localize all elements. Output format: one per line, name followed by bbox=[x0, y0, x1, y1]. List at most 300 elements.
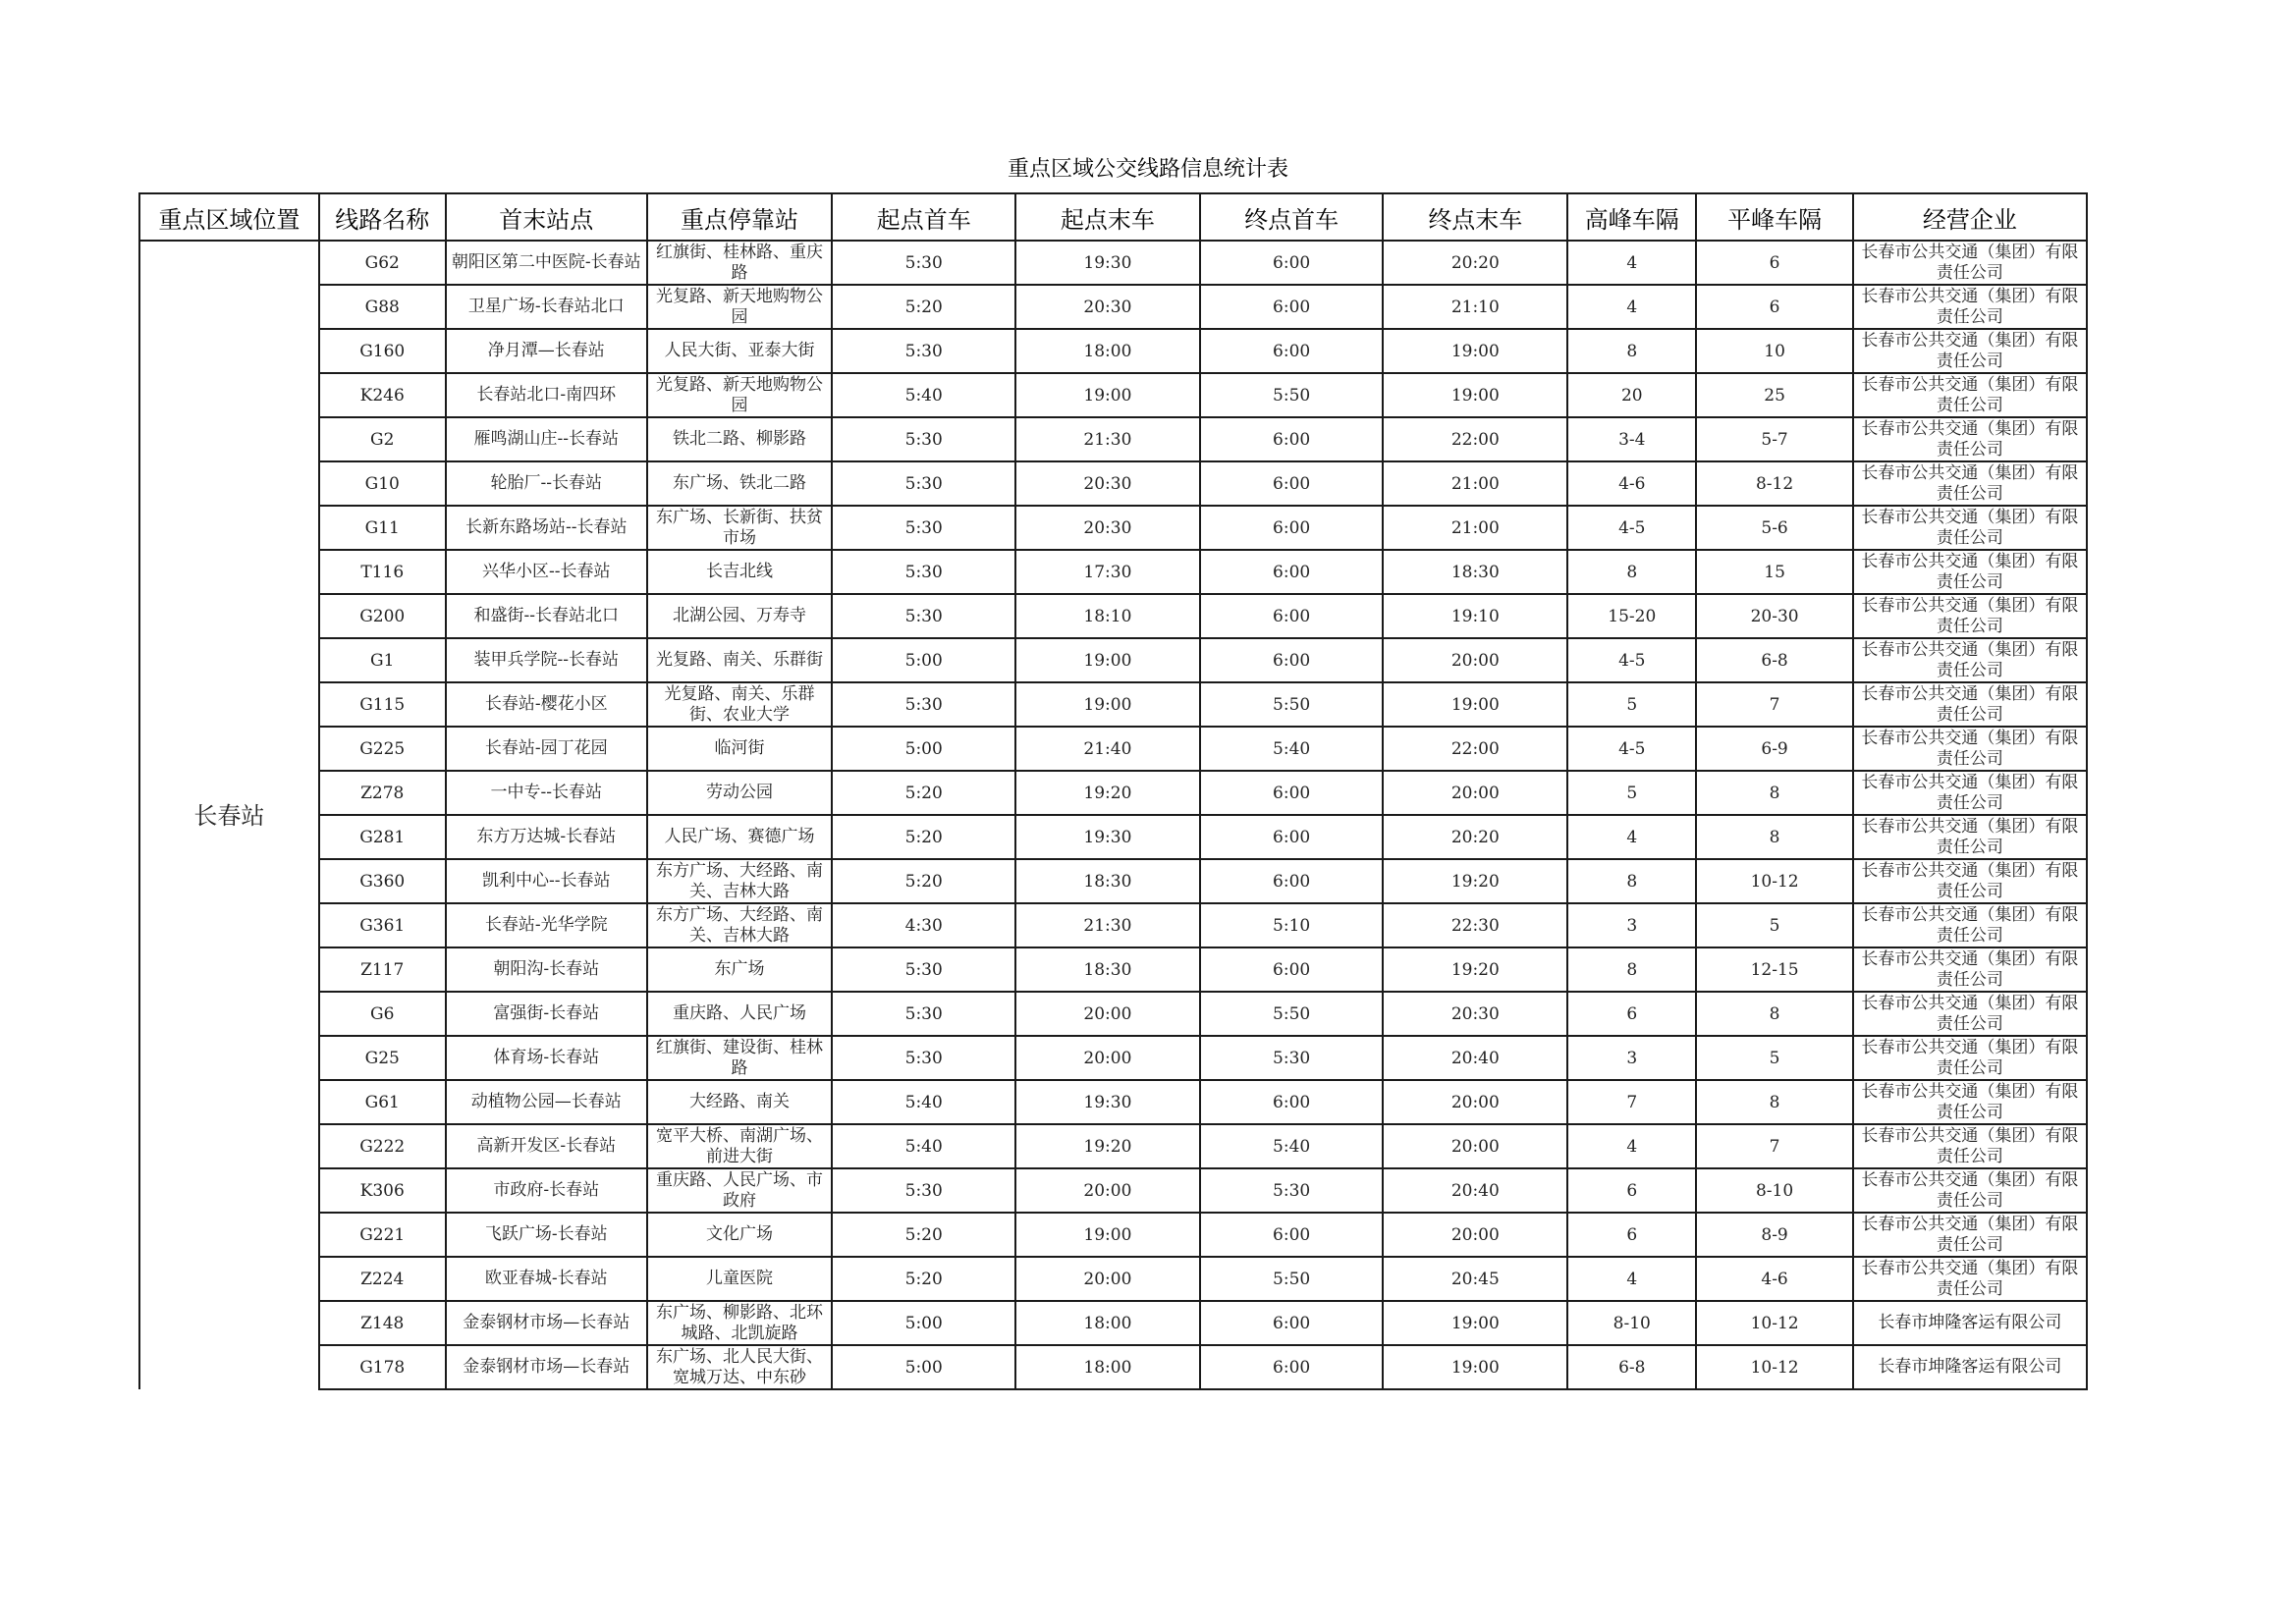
operator-company-cell: 长春市公共交通（集团）有限责任公司 bbox=[1853, 903, 2087, 947]
peak-interval-cell: 4 bbox=[1567, 1124, 1696, 1168]
terminals-cell: 东方万达城-长春站 bbox=[446, 815, 647, 859]
end-first-bus-cell: 5:40 bbox=[1200, 1124, 1384, 1168]
peak-interval-cell: 6 bbox=[1567, 1213, 1696, 1257]
line-name-cell: G88 bbox=[319, 285, 446, 329]
start-first-bus-cell: 5:30 bbox=[832, 992, 1015, 1036]
line-name-cell: G221 bbox=[319, 1213, 446, 1257]
start-first-bus-cell: 5:20 bbox=[832, 771, 1015, 815]
start-last-bus-cell: 19:00 bbox=[1015, 638, 1200, 682]
terminals-cell: 长春站-光华学院 bbox=[446, 903, 647, 947]
line-name-cell: G361 bbox=[319, 903, 446, 947]
table-row bbox=[139, 903, 2087, 947]
end-last-bus-cell: 19:00 bbox=[1383, 1345, 1567, 1389]
start-first-bus-cell: 5:20 bbox=[832, 1257, 1015, 1301]
operator-company-cell: 长春市公共交通（集团）有限责任公司 bbox=[1853, 1036, 2087, 1080]
operator-company-cell: 长春市坤隆客运有限公司 bbox=[1853, 1301, 2087, 1345]
line-name-cell: G25 bbox=[319, 1036, 446, 1080]
start-first-bus-cell: 5:00 bbox=[832, 638, 1015, 682]
operator-company-cell: 长春市公共交通（集团）有限责任公司 bbox=[1853, 638, 2087, 682]
start-last-bus-cell: 20:30 bbox=[1015, 506, 1200, 550]
line-name-cell: G115 bbox=[319, 682, 446, 727]
page-title: 重点区域公交线路信息统计表 bbox=[1007, 157, 1288, 182]
end-last-bus-cell: 21:00 bbox=[1383, 461, 1567, 506]
line-name-cell: G10 bbox=[319, 461, 446, 506]
start-last-bus-cell: 18:00 bbox=[1015, 1345, 1200, 1389]
start-last-bus-cell: 19:30 bbox=[1015, 815, 1200, 859]
line-name-cell: G6 bbox=[319, 992, 446, 1036]
key-stops-cell: 长吉北线 bbox=[647, 550, 833, 594]
line-name-cell: G1 bbox=[319, 638, 446, 682]
start-last-bus-cell: 19:20 bbox=[1015, 1124, 1200, 1168]
key-stops-cell: 光复路、南关、乐群街 bbox=[647, 638, 833, 682]
peak-interval-cell: 4 bbox=[1567, 1257, 1696, 1301]
start-first-bus-cell: 5:00 bbox=[832, 727, 1015, 771]
terminals-cell: 雁鸣湖山庄--长春站 bbox=[446, 417, 647, 461]
operator-company-cell: 长春市公共交通（集团）有限责任公司 bbox=[1853, 1257, 2087, 1301]
start-last-bus-cell: 20:00 bbox=[1015, 992, 1200, 1036]
key-stops-cell: 铁北二路、柳影路 bbox=[647, 417, 833, 461]
table-row bbox=[139, 1124, 2087, 1168]
peak-interval-cell: 6-8 bbox=[1567, 1345, 1696, 1389]
line-name-cell: Z224 bbox=[319, 1257, 446, 1301]
operator-company-cell: 长春市公共交通（集团）有限责任公司 bbox=[1853, 329, 2087, 373]
end-last-bus-cell: 20:00 bbox=[1383, 771, 1567, 815]
line-name-cell: G200 bbox=[319, 594, 446, 638]
peak-interval-cell: 6 bbox=[1567, 1168, 1696, 1213]
terminals-cell: 高新开发区-长春站 bbox=[446, 1124, 647, 1168]
operator-company-cell: 长春市坤隆客运有限公司 bbox=[1853, 1345, 2087, 1389]
end-first-bus-cell: 6:00 bbox=[1200, 417, 1384, 461]
key-stops-cell: 东广场 bbox=[647, 947, 833, 992]
end-last-bus-cell: 19:00 bbox=[1383, 1301, 1567, 1345]
line-name-cell: K306 bbox=[319, 1168, 446, 1213]
header-area: 重点区域位置 bbox=[139, 193, 319, 241]
key-stops-cell: 光复路、南关、乐群街、农业大学 bbox=[647, 682, 833, 727]
table-row bbox=[139, 771, 2087, 815]
end-last-bus-cell: 20:00 bbox=[1383, 1080, 1567, 1124]
end-first-bus-cell: 6:00 bbox=[1200, 859, 1384, 903]
start-last-bus-cell: 20:00 bbox=[1015, 1257, 1200, 1301]
key-stops-cell: 东方广场、大经路、南关、吉林大路 bbox=[647, 903, 833, 947]
key-stops-cell: 东广场、柳影路、北环城路、北凯旋路 bbox=[647, 1301, 833, 1345]
end-last-bus-cell: 22:00 bbox=[1383, 727, 1567, 771]
header-offpeak: 平峰车隔 bbox=[1696, 193, 1852, 241]
key-stops-cell: 东广场、北人民大街、宽城万达、中东砂 bbox=[647, 1345, 833, 1389]
terminals-cell: 朝阳区第二中医院-长春站 bbox=[446, 241, 647, 285]
table-row bbox=[139, 1301, 2087, 1345]
line-name-cell: Z148 bbox=[319, 1301, 446, 1345]
peak-interval-cell: 20 bbox=[1567, 373, 1696, 417]
start-first-bus-cell: 5:20 bbox=[832, 285, 1015, 329]
start-last-bus-cell: 18:10 bbox=[1015, 594, 1200, 638]
offpeak-interval-cell: 7 bbox=[1696, 1124, 1852, 1168]
peak-interval-cell: 7 bbox=[1567, 1080, 1696, 1124]
table-row bbox=[139, 461, 2087, 506]
terminals-cell: 长春站-樱花小区 bbox=[446, 682, 647, 727]
line-name-cell: G360 bbox=[319, 859, 446, 903]
start-last-bus-cell: 19:00 bbox=[1015, 373, 1200, 417]
terminals-cell: 欧亚春城-长春站 bbox=[446, 1257, 647, 1301]
table-row bbox=[139, 550, 2087, 594]
line-name-cell: G222 bbox=[319, 1124, 446, 1168]
end-first-bus-cell: 5:50 bbox=[1200, 1257, 1384, 1301]
offpeak-interval-cell: 7 bbox=[1696, 682, 1852, 727]
offpeak-interval-cell: 15 bbox=[1696, 550, 1852, 594]
operator-company-cell: 长春市公共交通（集团）有限责任公司 bbox=[1853, 594, 2087, 638]
header-company: 经营企业 bbox=[1853, 193, 2087, 241]
end-last-bus-cell: 22:30 bbox=[1383, 903, 1567, 947]
end-first-bus-cell: 6:00 bbox=[1200, 550, 1384, 594]
offpeak-interval-cell: 8-10 bbox=[1696, 1168, 1852, 1213]
end-first-bus-cell: 6:00 bbox=[1200, 285, 1384, 329]
start-first-bus-cell: 5:40 bbox=[832, 1124, 1015, 1168]
table-row bbox=[139, 373, 2087, 417]
start-last-bus-cell: 18:30 bbox=[1015, 859, 1200, 903]
end-last-bus-cell: 21:10 bbox=[1383, 285, 1567, 329]
terminals-cell: 和盛街--长春站北口 bbox=[446, 594, 647, 638]
table-row bbox=[139, 682, 2087, 727]
table-row bbox=[139, 506, 2087, 550]
terminals-cell: 长春站-园丁花园 bbox=[446, 727, 647, 771]
line-name-cell: G2 bbox=[319, 417, 446, 461]
end-first-bus-cell: 5:50 bbox=[1200, 992, 1384, 1036]
peak-interval-cell: 8 bbox=[1567, 329, 1696, 373]
end-first-bus-cell: 6:00 bbox=[1200, 241, 1384, 285]
offpeak-interval-cell: 12-15 bbox=[1696, 947, 1852, 992]
start-first-bus-cell: 5:30 bbox=[832, 1036, 1015, 1080]
operator-company-cell: 长春市公共交通（集团）有限责任公司 bbox=[1853, 947, 2087, 992]
line-name-cell: K246 bbox=[319, 373, 446, 417]
end-first-bus-cell: 6:00 bbox=[1200, 1213, 1384, 1257]
terminals-cell: 卫星广场-长春站北口 bbox=[446, 285, 647, 329]
peak-interval-cell: 4-6 bbox=[1567, 461, 1696, 506]
peak-interval-cell: 5 bbox=[1567, 682, 1696, 727]
end-last-bus-cell: 19:20 bbox=[1383, 947, 1567, 992]
operator-company-cell: 长春市公共交通（集团）有限责任公司 bbox=[1853, 992, 2087, 1036]
start-last-bus-cell: 17:30 bbox=[1015, 550, 1200, 594]
start-first-bus-cell: 5:30 bbox=[832, 241, 1015, 285]
peak-interval-cell: 3 bbox=[1567, 1036, 1696, 1080]
end-last-bus-cell: 20:20 bbox=[1383, 815, 1567, 859]
table-row bbox=[139, 1345, 2087, 1389]
operator-company-cell: 长春市公共交通（集团）有限责任公司 bbox=[1853, 550, 2087, 594]
operator-company-cell: 长春市公共交通（集团）有限责任公司 bbox=[1853, 859, 2087, 903]
start-last-bus-cell: 19:30 bbox=[1015, 1080, 1200, 1124]
key-stops-cell: 红旗街、桂林路、重庆路 bbox=[647, 241, 833, 285]
key-stops-cell: 劳动公园 bbox=[647, 771, 833, 815]
header-stops: 重点停靠站 bbox=[647, 193, 833, 241]
line-name-cell: Z117 bbox=[319, 947, 446, 992]
offpeak-interval-cell: 20-30 bbox=[1696, 594, 1852, 638]
end-first-bus-cell: 6:00 bbox=[1200, 638, 1384, 682]
line-name-cell: G11 bbox=[319, 506, 446, 550]
end-first-bus-cell: 5:10 bbox=[1200, 903, 1384, 947]
operator-company-cell: 长春市公共交通（集团）有限责任公司 bbox=[1853, 771, 2087, 815]
terminals-cell: 市政府-长春站 bbox=[446, 1168, 647, 1213]
peak-interval-cell: 4-5 bbox=[1567, 638, 1696, 682]
start-last-bus-cell: 18:00 bbox=[1015, 329, 1200, 373]
start-last-bus-cell: 19:30 bbox=[1015, 241, 1200, 285]
table-row bbox=[139, 241, 2087, 285]
end-first-bus-cell: 6:00 bbox=[1200, 329, 1384, 373]
end-last-bus-cell: 20:40 bbox=[1383, 1036, 1567, 1080]
start-first-bus-cell: 5:20 bbox=[832, 815, 1015, 859]
end-first-bus-cell: 5:50 bbox=[1200, 373, 1384, 417]
start-first-bus-cell: 5:40 bbox=[832, 373, 1015, 417]
terminals-cell: 动植物公园—长春站 bbox=[446, 1080, 647, 1124]
operator-company-cell: 长春市公共交通（集团）有限责任公司 bbox=[1853, 285, 2087, 329]
header-terminals: 首末站点 bbox=[446, 193, 647, 241]
header-row bbox=[139, 193, 2087, 241]
start-first-bus-cell: 5:30 bbox=[832, 682, 1015, 727]
start-first-bus-cell: 5:30 bbox=[832, 594, 1015, 638]
key-stops-cell: 重庆路、人民广场 bbox=[647, 992, 833, 1036]
start-last-bus-cell: 21:30 bbox=[1015, 417, 1200, 461]
end-first-bus-cell: 5:50 bbox=[1200, 682, 1384, 727]
offpeak-interval-cell: 10 bbox=[1696, 329, 1852, 373]
peak-interval-cell: 4 bbox=[1567, 815, 1696, 859]
offpeak-interval-cell: 8 bbox=[1696, 992, 1852, 1036]
terminals-cell: 轮胎厂--长春站 bbox=[446, 461, 647, 506]
peak-interval-cell: 4-5 bbox=[1567, 506, 1696, 550]
operator-company-cell: 长春市公共交通（集团）有限责任公司 bbox=[1853, 1124, 2087, 1168]
peak-interval-cell: 8 bbox=[1567, 947, 1696, 992]
table-row bbox=[139, 1257, 2087, 1301]
peak-interval-cell: 3-4 bbox=[1567, 417, 1696, 461]
peak-interval-cell: 8 bbox=[1567, 550, 1696, 594]
peak-interval-cell: 15-20 bbox=[1567, 594, 1696, 638]
end-first-bus-cell: 6:00 bbox=[1200, 461, 1384, 506]
key-stops-cell: 东广场、铁北二路 bbox=[647, 461, 833, 506]
offpeak-interval-cell: 4-6 bbox=[1696, 1257, 1852, 1301]
end-first-bus-cell: 6:00 bbox=[1200, 771, 1384, 815]
operator-company-cell: 长春市公共交通（集团）有限责任公司 bbox=[1853, 682, 2087, 727]
start-first-bus-cell: 5:40 bbox=[832, 1080, 1015, 1124]
operator-company-cell: 长春市公共交通（集团）有限责任公司 bbox=[1853, 461, 2087, 506]
key-stops-cell: 人民大街、亚泰大街 bbox=[647, 329, 833, 373]
end-first-bus-cell: 6:00 bbox=[1200, 1080, 1384, 1124]
peak-interval-cell: 4-5 bbox=[1567, 727, 1696, 771]
terminals-cell: 富强街-长春站 bbox=[446, 992, 647, 1036]
bus-route-table bbox=[138, 192, 2088, 1390]
offpeak-interval-cell: 8 bbox=[1696, 771, 1852, 815]
line-name-cell: G61 bbox=[319, 1080, 446, 1124]
offpeak-interval-cell: 8 bbox=[1696, 1080, 1852, 1124]
key-stops-cell: 文化广场 bbox=[647, 1213, 833, 1257]
table-body bbox=[139, 241, 2087, 1389]
offpeak-interval-cell: 8-12 bbox=[1696, 461, 1852, 506]
start-last-bus-cell: 21:30 bbox=[1015, 903, 1200, 947]
line-name-cell: G225 bbox=[319, 727, 446, 771]
terminals-cell: 一中专--长春站 bbox=[446, 771, 647, 815]
end-last-bus-cell: 20:00 bbox=[1383, 638, 1567, 682]
terminals-cell: 净月潭—长春站 bbox=[446, 329, 647, 373]
operator-company-cell: 长春市公共交通（集团）有限责任公司 bbox=[1853, 727, 2087, 771]
peak-interval-cell: 6 bbox=[1567, 992, 1696, 1036]
peak-interval-cell: 3 bbox=[1567, 903, 1696, 947]
start-first-bus-cell: 5:20 bbox=[832, 859, 1015, 903]
offpeak-interval-cell: 6 bbox=[1696, 241, 1852, 285]
end-last-bus-cell: 19:00 bbox=[1383, 329, 1567, 373]
offpeak-interval-cell: 6 bbox=[1696, 285, 1852, 329]
operator-company-cell: 长春市公共交通（集团）有限责任公司 bbox=[1853, 1080, 2087, 1124]
key-stops-cell: 光复路、新天地购物公园 bbox=[647, 285, 833, 329]
header-start-first: 起点首车 bbox=[832, 193, 1015, 241]
end-first-bus-cell: 6:00 bbox=[1200, 1345, 1384, 1389]
operator-company-cell: 长春市公共交通（集团）有限责任公司 bbox=[1853, 506, 2087, 550]
table-row bbox=[139, 1213, 2087, 1257]
offpeak-interval-cell: 5 bbox=[1696, 903, 1852, 947]
end-last-bus-cell: 20:00 bbox=[1383, 1124, 1567, 1168]
table-row bbox=[139, 1036, 2087, 1080]
start-last-bus-cell: 19:00 bbox=[1015, 682, 1200, 727]
key-stops-cell: 东方广场、大经路、南关、吉林大路 bbox=[647, 859, 833, 903]
key-stops-cell: 北湖公园、万寿寺 bbox=[647, 594, 833, 638]
start-first-bus-cell: 5:30 bbox=[832, 1168, 1015, 1213]
start-last-bus-cell: 21:40 bbox=[1015, 727, 1200, 771]
operator-company-cell: 长春市公共交通（集团）有限责任公司 bbox=[1853, 241, 2087, 285]
header-line: 线路名称 bbox=[319, 193, 446, 241]
key-stops-cell: 重庆路、人民广场、市政府 bbox=[647, 1168, 833, 1213]
peak-interval-cell: 4 bbox=[1567, 241, 1696, 285]
offpeak-interval-cell: 10-12 bbox=[1696, 1301, 1852, 1345]
end-first-bus-cell: 5:40 bbox=[1200, 727, 1384, 771]
terminals-cell: 朝阳沟-长春站 bbox=[446, 947, 647, 992]
end-last-bus-cell: 20:00 bbox=[1383, 1213, 1567, 1257]
start-last-bus-cell: 19:00 bbox=[1015, 1213, 1200, 1257]
key-stops-cell: 红旗街、建设街、桂林路 bbox=[647, 1036, 833, 1080]
operator-company-cell: 长春市公共交通（集团）有限责任公司 bbox=[1853, 417, 2087, 461]
end-first-bus-cell: 6:00 bbox=[1200, 1301, 1384, 1345]
terminals-cell: 装甲兵学院--长春站 bbox=[446, 638, 647, 682]
line-name-cell: G178 bbox=[319, 1345, 446, 1389]
start-last-bus-cell: 18:00 bbox=[1015, 1301, 1200, 1345]
key-stops-cell: 儿童医院 bbox=[647, 1257, 833, 1301]
table-row bbox=[139, 594, 2087, 638]
end-last-bus-cell: 20:45 bbox=[1383, 1257, 1567, 1301]
table-row bbox=[139, 815, 2087, 859]
terminals-cell: 金泰钢材市场—长春站 bbox=[446, 1301, 647, 1345]
end-first-bus-cell: 6:00 bbox=[1200, 594, 1384, 638]
offpeak-interval-cell: 10-12 bbox=[1696, 1345, 1852, 1389]
start-first-bus-cell: 5:30 bbox=[832, 506, 1015, 550]
key-stops-cell: 宽平大桥、南湖广场、前进大街 bbox=[647, 1124, 833, 1168]
start-first-bus-cell: 4:30 bbox=[832, 903, 1015, 947]
offpeak-interval-cell: 5-6 bbox=[1696, 506, 1852, 550]
start-first-bus-cell: 5:00 bbox=[832, 1345, 1015, 1389]
line-name-cell: G281 bbox=[319, 815, 446, 859]
operator-company-cell: 长春市公共交通（集团）有限责任公司 bbox=[1853, 815, 2087, 859]
start-first-bus-cell: 5:30 bbox=[832, 461, 1015, 506]
end-last-bus-cell: 22:00 bbox=[1383, 417, 1567, 461]
peak-interval-cell: 8 bbox=[1567, 859, 1696, 903]
start-last-bus-cell: 18:30 bbox=[1015, 947, 1200, 992]
end-first-bus-cell: 5:30 bbox=[1200, 1168, 1384, 1213]
operator-company-cell: 长春市公共交通（集团）有限责任公司 bbox=[1853, 1213, 2087, 1257]
table-row bbox=[139, 859, 2087, 903]
table-row bbox=[139, 947, 2087, 992]
end-last-bus-cell: 20:40 bbox=[1383, 1168, 1567, 1213]
key-stops-cell: 临河街 bbox=[647, 727, 833, 771]
end-last-bus-cell: 19:00 bbox=[1383, 682, 1567, 727]
header-end-last: 终点末车 bbox=[1383, 193, 1567, 241]
header-peak: 高峰车隔 bbox=[1567, 193, 1696, 241]
peak-interval-cell: 4 bbox=[1567, 285, 1696, 329]
start-last-bus-cell: 20:00 bbox=[1015, 1036, 1200, 1080]
end-last-bus-cell: 19:20 bbox=[1383, 859, 1567, 903]
key-stops-cell: 人民广场、赛德广场 bbox=[647, 815, 833, 859]
key-stops-cell: 光复路、新天地购物公园 bbox=[647, 373, 833, 417]
start-first-bus-cell: 5:30 bbox=[832, 550, 1015, 594]
terminals-cell: 长新东路场站--长春站 bbox=[446, 506, 647, 550]
offpeak-interval-cell: 10-12 bbox=[1696, 859, 1852, 903]
terminals-cell: 金泰钢材市场—长春站 bbox=[446, 1345, 647, 1389]
terminals-cell: 体育场-长春站 bbox=[446, 1036, 647, 1080]
offpeak-interval-cell: 6-9 bbox=[1696, 727, 1852, 771]
offpeak-interval-cell: 8-9 bbox=[1696, 1213, 1852, 1257]
offpeak-interval-cell: 5 bbox=[1696, 1036, 1852, 1080]
table-row bbox=[139, 417, 2087, 461]
start-last-bus-cell: 20:30 bbox=[1015, 461, 1200, 506]
end-first-bus-cell: 5:30 bbox=[1200, 1036, 1384, 1080]
table-row bbox=[139, 1080, 2087, 1124]
line-name-cell: T116 bbox=[319, 550, 446, 594]
area-cell: 长春站 bbox=[139, 241, 319, 1389]
offpeak-interval-cell: 8 bbox=[1696, 815, 1852, 859]
header-start-last: 起点末车 bbox=[1015, 193, 1200, 241]
table-row bbox=[139, 727, 2087, 771]
start-last-bus-cell: 19:20 bbox=[1015, 771, 1200, 815]
end-last-bus-cell: 19:00 bbox=[1383, 373, 1567, 417]
operator-company-cell: 长春市公共交通（集团）有限责任公司 bbox=[1853, 373, 2087, 417]
end-last-bus-cell: 21:00 bbox=[1383, 506, 1567, 550]
table-row bbox=[139, 992, 2087, 1036]
start-first-bus-cell: 5:30 bbox=[832, 947, 1015, 992]
terminals-cell: 兴华小区--长春站 bbox=[446, 550, 647, 594]
end-first-bus-cell: 6:00 bbox=[1200, 815, 1384, 859]
peak-interval-cell: 5 bbox=[1567, 771, 1696, 815]
start-first-bus-cell: 5:30 bbox=[832, 329, 1015, 373]
table-row bbox=[139, 285, 2087, 329]
key-stops-cell: 大经路、南关 bbox=[647, 1080, 833, 1124]
table-row bbox=[139, 638, 2087, 682]
start-first-bus-cell: 5:00 bbox=[832, 1301, 1015, 1345]
terminals-cell: 飞跃广场-长春站 bbox=[446, 1213, 647, 1257]
operator-company-cell: 长春市公共交通（集团）有限责任公司 bbox=[1853, 1168, 2087, 1213]
table-row bbox=[139, 1168, 2087, 1213]
end-first-bus-cell: 6:00 bbox=[1200, 947, 1384, 992]
end-last-bus-cell: 20:30 bbox=[1383, 992, 1567, 1036]
key-stops-cell: 东广场、长新街、扶贫市场 bbox=[647, 506, 833, 550]
offpeak-interval-cell: 6-8 bbox=[1696, 638, 1852, 682]
peak-interval-cell: 8-10 bbox=[1567, 1301, 1696, 1345]
line-name-cell: G62 bbox=[319, 241, 446, 285]
table-row bbox=[139, 329, 2087, 373]
header-end-first: 终点首车 bbox=[1200, 193, 1384, 241]
start-first-bus-cell: 5:20 bbox=[832, 1213, 1015, 1257]
start-first-bus-cell: 5:30 bbox=[832, 417, 1015, 461]
start-last-bus-cell: 20:00 bbox=[1015, 1168, 1200, 1213]
end-last-bus-cell: 19:10 bbox=[1383, 594, 1567, 638]
end-last-bus-cell: 18:30 bbox=[1383, 550, 1567, 594]
terminals-cell: 凯利中心--长春站 bbox=[446, 859, 647, 903]
end-last-bus-cell: 20:20 bbox=[1383, 241, 1567, 285]
line-name-cell: G160 bbox=[319, 329, 446, 373]
terminals-cell: 长春站北口-南四环 bbox=[446, 373, 647, 417]
offpeak-interval-cell: 5-7 bbox=[1696, 417, 1852, 461]
offpeak-interval-cell: 25 bbox=[1696, 373, 1852, 417]
line-name-cell: Z278 bbox=[319, 771, 446, 815]
